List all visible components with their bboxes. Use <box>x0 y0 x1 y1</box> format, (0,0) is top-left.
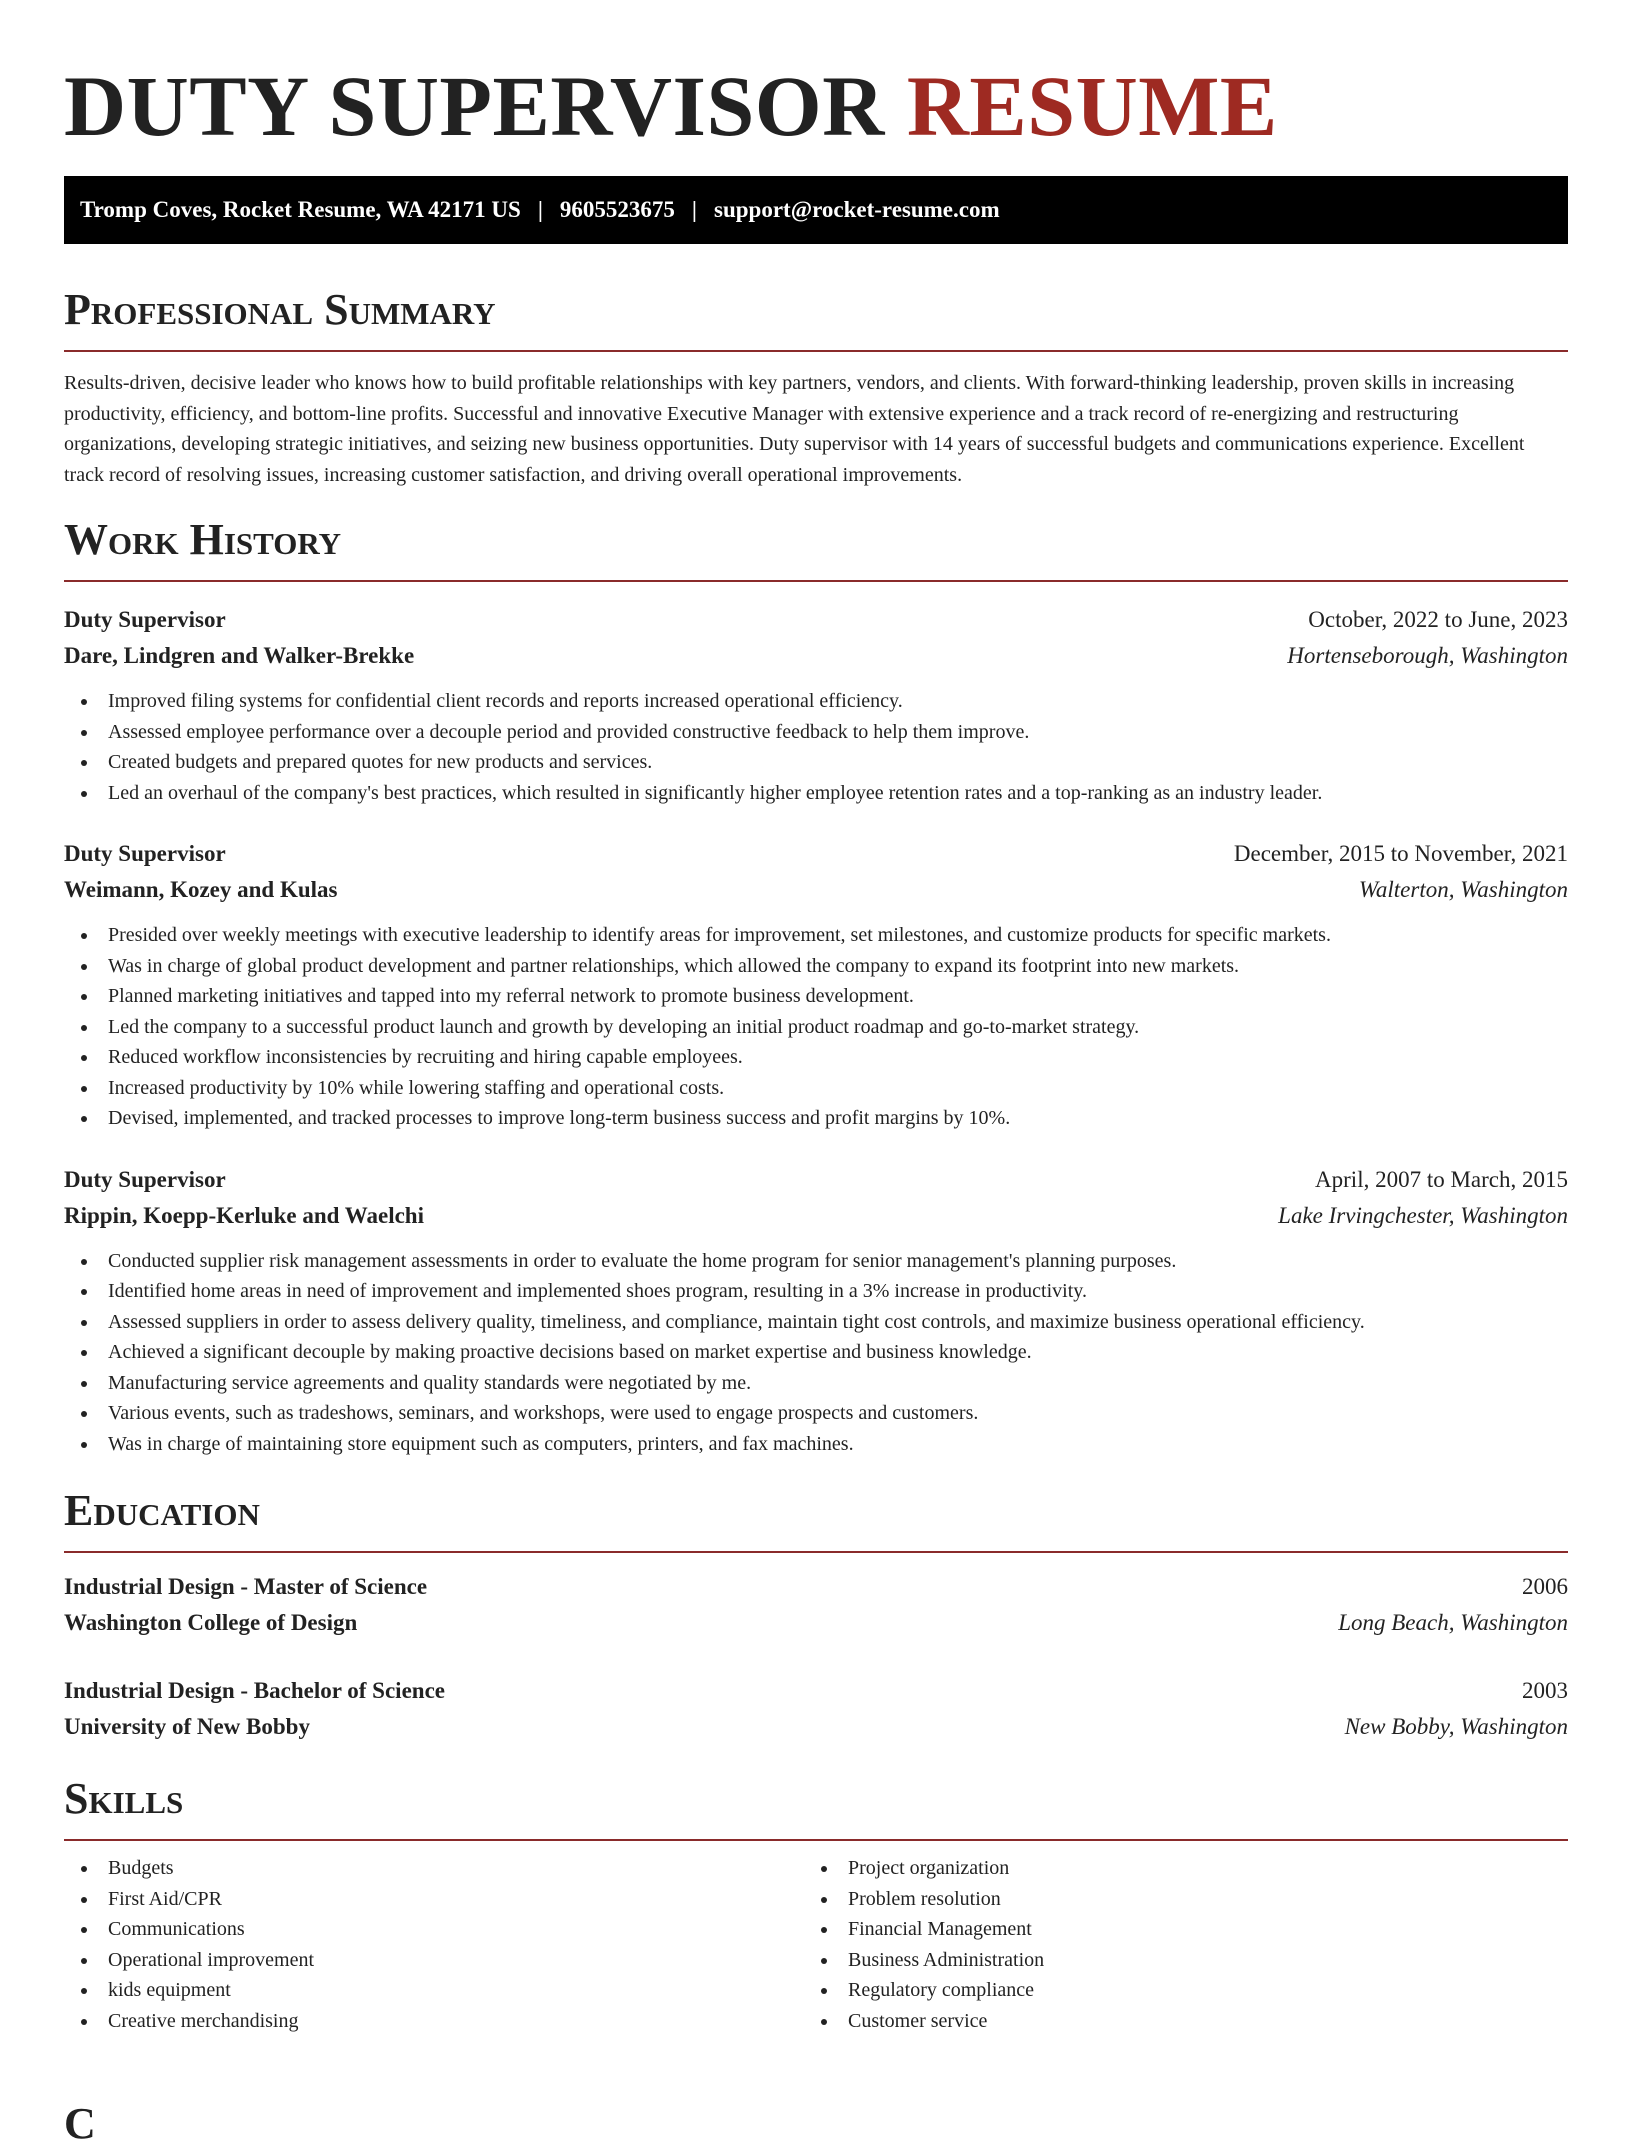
list-item: First Aid/CPR <box>64 1884 804 1915</box>
section-divider <box>64 1839 1568 1841</box>
list-item: Project organization <box>804 1853 1544 1884</box>
section-heading-skills: Skills <box>64 1774 184 1823</box>
education-year: 2006 <box>1522 1574 1568 1599</box>
education-school: Washington College of Design <box>64 1610 358 1635</box>
job-entry <box>64 1162 1568 1460</box>
contact-bar <box>64 176 1568 244</box>
job-entry <box>64 836 1568 1134</box>
list-item: Increased productivity by 10% while lowering staffing and operational costs. <box>64 1073 1568 1104</box>
resume-content <box>64 0 1568 2036</box>
list-item: Was in charge of maintaining store equipment such as computers, printers, and fax machines. <box>64 1429 1568 1460</box>
list-item: Devised, implemented, and tracked processes to improve long-term business success and profit margins by 10%. <box>64 1103 1568 1134</box>
skills-column-left <box>64 1853 804 2036</box>
education-school: University of New Bobby <box>64 1714 310 1739</box>
education-location: New Bobby, Washington <box>1344 1714 1568 1739</box>
job-location: Hortenseborough, Washington <box>1287 643 1568 668</box>
section-divider <box>64 1551 1568 1553</box>
list-item: Financial Management <box>804 1914 1544 1945</box>
title-accent: RESUME <box>906 58 1278 154</box>
job-title: Duty Supervisor <box>64 841 226 866</box>
education-section <box>64 1485 1568 1745</box>
summary-section <box>64 284 1568 490</box>
skills-section <box>64 1773 1568 2036</box>
contact-address: Tromp Coves, Rocket Resume, WA 42171 US <box>80 197 521 222</box>
section-divider <box>64 350 1568 352</box>
list-item: Planned marketing initiatives and tapped into my referral network to promote business development. <box>64 981 1568 1012</box>
list-item: Improved filing systems for confidential client records and reports increased operational efficiency. <box>64 686 1568 717</box>
list-item: Business Administration <box>804 1945 1544 1976</box>
title-main: DUTY SUPERVISOR <box>64 58 885 154</box>
list-item: Presided over weekly meetings with executive leadership to identify areas for improvement, set milestones, and customize products for specific markets. <box>64 920 1568 951</box>
education-degree: Industrial Design - Master of Science <box>64 1574 428 1599</box>
list-item: Communications <box>64 1914 804 1945</box>
job-company: Weimann, Kozey and Kulas <box>64 877 338 902</box>
education-location: Long Beach, Washington <box>1338 1610 1568 1635</box>
job-company: Dare, Lindgren and Walker-Brekke <box>64 643 415 668</box>
list-item: Led an overhaul of the company's best practices, which resulted in significantly higher employee retention rates and a top-ranking as an industry leader. <box>64 778 1568 809</box>
skills-column-right <box>804 1853 1544 2036</box>
job-dates: October, 2022 to June, 2023 <box>1308 607 1568 632</box>
education-entry <box>64 1673 1568 1745</box>
list-item: Was in charge of global product development and partner relationships, which allowed the company to expand its footprint into new markets. <box>64 951 1568 982</box>
list-item: Creative merchandising <box>64 2006 804 2037</box>
contact-email: support@rocket-resume.com <box>714 197 1000 222</box>
job-bullets <box>64 686 1568 808</box>
job-title: Duty Supervisor <box>64 607 226 632</box>
section-heading-work-history: Work History <box>64 515 342 564</box>
list-item: Led the company to a successful product launch and growth by developing an initial product roadmap and go-to-market strategy. <box>64 1012 1568 1043</box>
list-item: Conducted supplier risk management assessments in order to evaluate the home program for senior management's planning purposes. <box>64 1246 1568 1277</box>
list-item: Problem resolution <box>804 1884 1544 1915</box>
list-item: Manufacturing service agreements and quality standards were negotiated by me. <box>64 1368 1568 1399</box>
contact-separator: | <box>537 197 543 222</box>
list-item: Identified home areas in need of improvement and implemented shoes program, resulting in a 3% increase in productivity. <box>64 1276 1568 1307</box>
work-history-section <box>64 514 1568 1459</box>
list-item: Various events, such as tradeshows, seminars, and workshops, were used to engage prospects and customers. <box>64 1398 1568 1429</box>
list-item: kids equipment <box>64 1975 804 2006</box>
list-item: Budgets <box>64 1853 804 1884</box>
contact-phone: 9605523675 <box>559 197 675 222</box>
list-item: Operational improvement <box>64 1945 804 1976</box>
list-item: Reduced workflow inconsistencies by recruiting and hiring capable employees. <box>64 1042 1568 1073</box>
job-title: Duty Supervisor <box>64 1166 226 1192</box>
section-divider <box>64 580 1568 582</box>
job-dates: December, 2015 to November, 2021 <box>1233 841 1568 866</box>
job-dates: April, 2007 to March, 2015 <box>1315 1166 1568 1192</box>
job-bullets <box>64 1246 1568 1460</box>
job-company: Rippin, Koepp-Kerluke and Waelchi <box>64 1202 424 1228</box>
job-bullets <box>64 920 1568 1134</box>
summary-text: Results-driven, decisive leader who knows how to build profitable relationships with key partners, vendors, and clients. With forward-thinking leadership, proven skills in increasing productivity, efficiency, and bottom-line profits. Successful and innovative Executive Manager with extensive experience and a track record of re-energizing and restructuring organizations, developing strategic initiatives, and seizing new business opportunities. Duty supervisor with 14 years of successful budgets and communications experience. Excellent track record of resolving issues, increasing customer satisfaction, and driving overall operational improvements. <box>64 372 1525 486</box>
section-heading-partial: C <box>64 2099 96 2148</box>
resume-title <box>64 56 1568 156</box>
job-location: Lake Irvingchester, Washington <box>1278 1202 1568 1228</box>
list-item: Assessed suppliers in order to assess delivery quality, timeliness, and compliance, maintain tight cost controls, and maximize business operational efficiency. <box>64 1307 1568 1338</box>
list-item: Created budgets and prepared quotes for new products and services. <box>64 747 1568 778</box>
list-item: Regulatory compliance <box>804 1975 1544 2006</box>
education-degree: Industrial Design - Bachelor of Science <box>64 1678 445 1703</box>
contact-separator: | <box>691 197 697 222</box>
list-item: Achieved a significant decouple by making proactive decisions based on market expertise and business knowledge. <box>64 1337 1568 1368</box>
skills-grid <box>64 1853 1568 2036</box>
education-year: 2003 <box>1522 1678 1568 1703</box>
job-location: Walterton, Washington <box>1358 877 1568 902</box>
section-heading-summary: Professional Summary <box>64 285 496 334</box>
job-entry <box>64 602 1568 808</box>
list-item: Assessed employee performance over a decouple period and provided constructive feedback to help them improve. <box>64 717 1568 748</box>
list-item: Customer service <box>804 2006 1544 2037</box>
section-heading-education: Education <box>64 1486 260 1535</box>
education-entry <box>64 1569 1568 1641</box>
